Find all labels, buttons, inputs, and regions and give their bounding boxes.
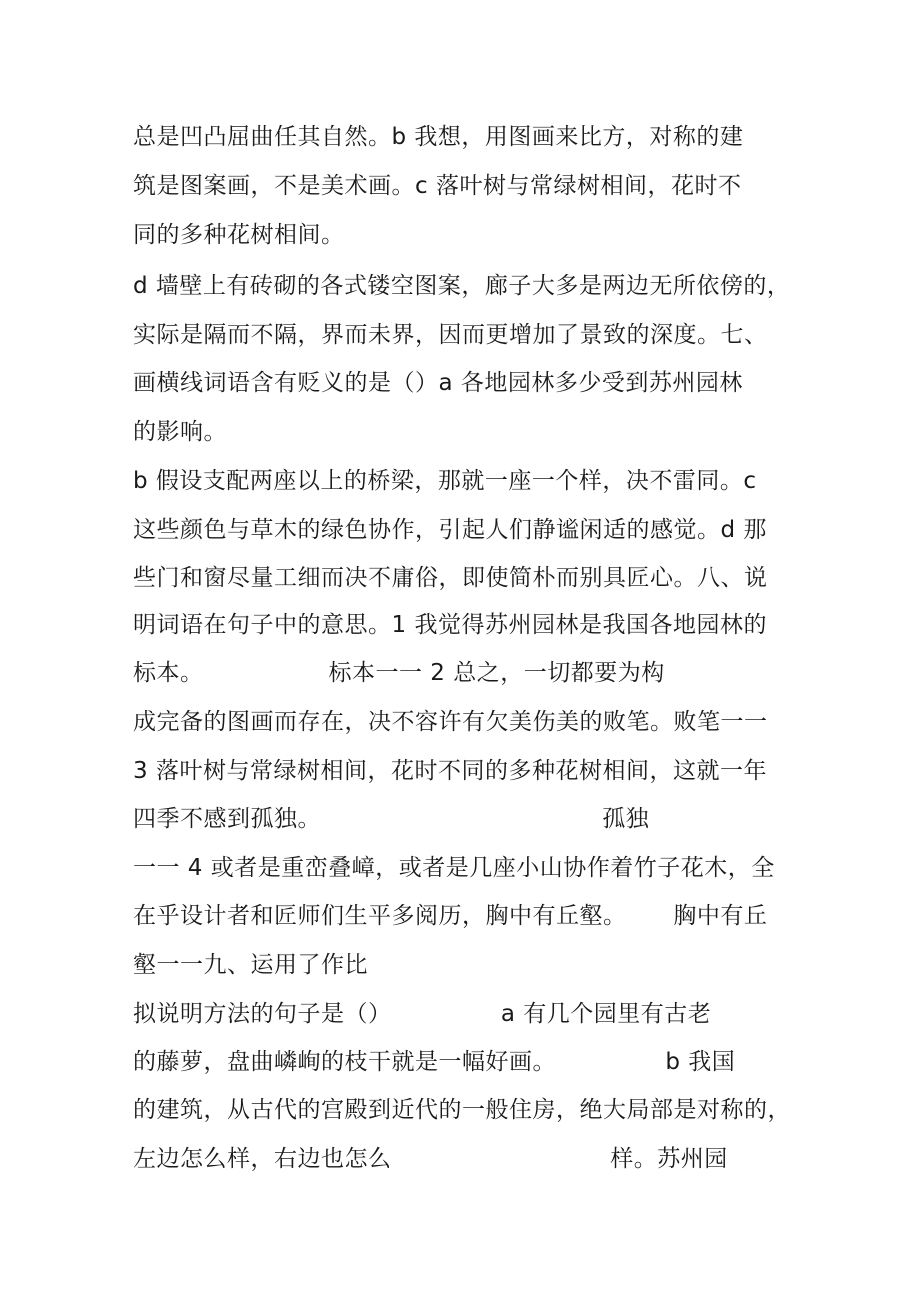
text-line: 拟说明方法的句子是（） a 有几个园里有古老 [133,1001,712,1027]
text-line: 实际是隔而不隔，界而未界，因而更增加了景致的深度。七、 [133,322,768,348]
text-line: 在乎设计者和匠师们生平多阅历，胸中有丘壑。 胸中有丘 [133,903,768,929]
text-line: 3 落叶树与常绿树相间，花时不同的多种花树相间，这就一年 [133,758,767,784]
text-line: 左边怎么样，右边也怎么 样。苏州园 [133,1146,728,1172]
text-line: 的藤萝，盘曲嶙峋的枝干就是一幅好画。 b 我国 [133,1049,736,1075]
text-line: 筑是图案画，不是美术画。c 落叶树与常绿树相间，花时不 [133,173,742,199]
text-line: 的影响。 [133,419,227,445]
text-line: 成完备的图画而存在，决不容许有欠美伤美的败笔。败笔一一 [133,709,768,735]
text-line: 些门和窗尽量工细而决不庸俗，即使简朴而别具匠心。八、说 [133,565,768,591]
text-line: 的建筑，从古代的宫殿到近代的一般住房，绝大局部是对称的， [133,1097,791,1123]
text-line: 画横线词语含有贬义的是（）a 各地园林多少受到苏州园林 [133,370,743,396]
text-line: 四季不感到孤独。 孤独 [133,806,650,832]
text-line: 壑一一九、运用了作比 [133,952,368,978]
text-line: 总是凹凸屈曲任其自然。b 我想，用图画来比方，对称的建 [133,124,744,150]
text-line: b 假设支配两座以上的桥梁，那就一座一个样，决不雷同。c [133,468,757,494]
text-line: 同的多种花树相间。 [133,222,345,248]
text-line: 这些颜色与草木的绿色协作，引起人们静谧闲适的感觉。d 那 [133,517,767,543]
text-line: 标本。 标本一一 2 总之，一切都要为构 [133,660,665,686]
text-line: 一一 4 或者是重峦叠嶂，或者是几座小山协作着竹子花木，全 [133,855,775,881]
text-line: 明词语在句子中的意思。1 我觉得苏州园林是我国各地园林的 [133,612,767,638]
text-line: d 墙壁上有砖砌的各式镂空图案，廊子大多是两边无所依傍的， [133,273,791,299]
